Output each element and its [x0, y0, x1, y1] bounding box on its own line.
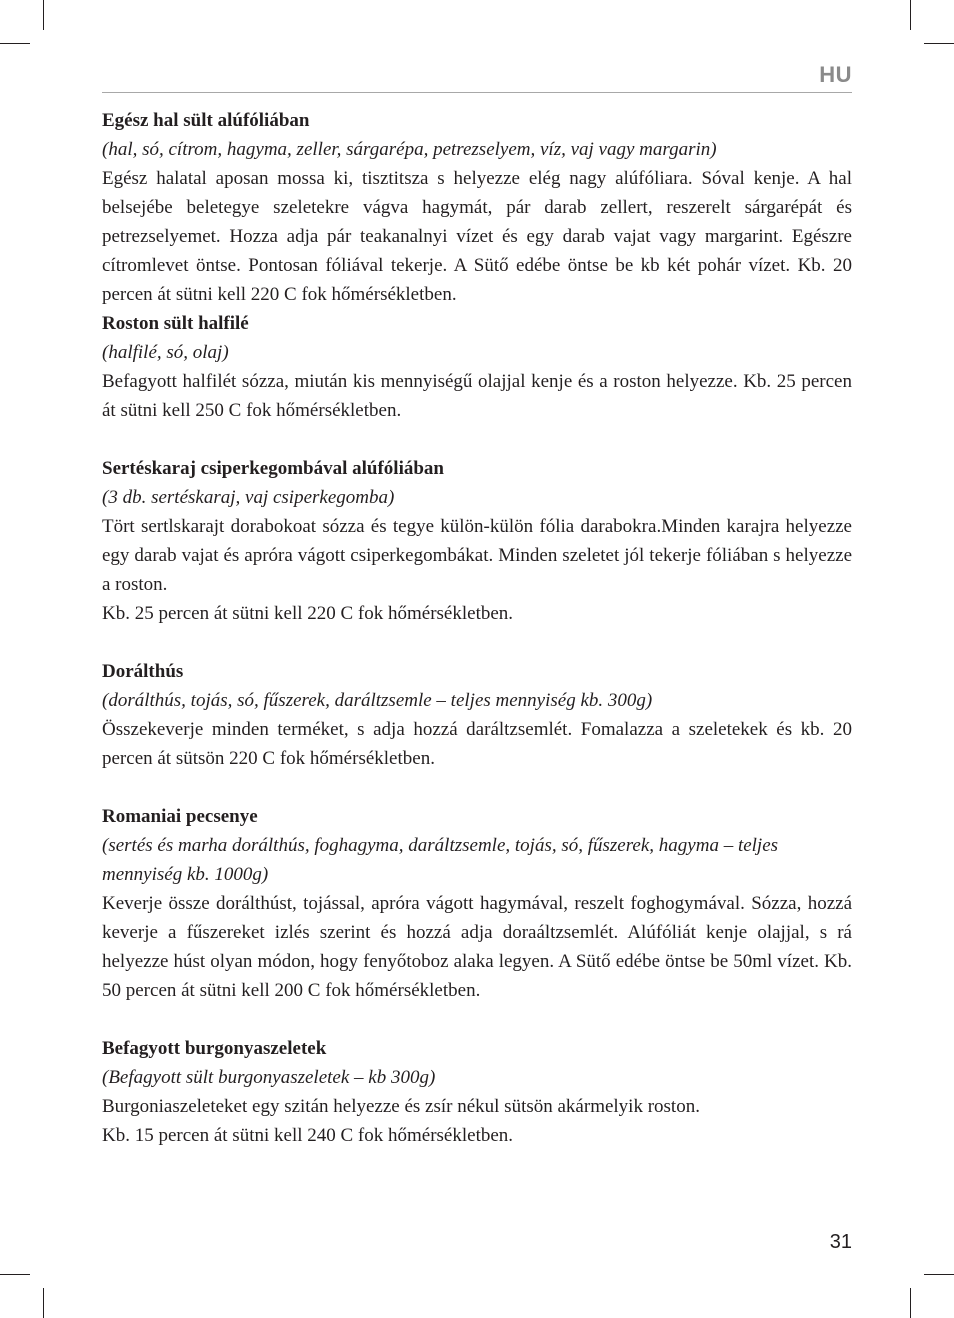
recipe-instructions: Egész halatal aposan mossa ki, tisztitsza s helyezze elég nagy alúfóliara. Sóval kenje. A hal belsejébe beletegye szeletekre vágva hagymát, pár darab zellert, reszerelt sárgarépát és petrezselyemet. Hozza adja pár teakanalnyi vízet és egy darab vajat vagy margarint. Egészre cítromlevet öntse. Pontosan fóliával tekerje. A Sütő edébe öntse be kb két pohár vízet. Kb. 20 percen át sütni kell 220 C fok hőmérsékletben. [102, 168, 852, 305]
recipe-ingredients: (hal, só, cítrom, hagyma, zeller, sárgarépa, petrezselyem, víz, vaj vagy margarin) [102, 139, 717, 160]
recipe-romanian-roast [102, 802, 852, 1005]
recipe-pork-chop [102, 454, 852, 628]
recipe-title: Egész hal sült alúfóliában [102, 110, 310, 131]
recipe-frozen-fries [102, 1034, 852, 1150]
recipe-ingredients: (Befagyott sült burgonyaszeletek – kb 300g) [102, 1067, 436, 1088]
crop-mark [924, 1274, 954, 1275]
crop-mark [0, 43, 30, 44]
recipe-ingredients: (dorálthús, tojás, só, fűszerek, daráltzsemle – teljes mennyiség kb. 300g) [102, 690, 653, 711]
crop-mark [910, 0, 911, 30]
recipe-instructions: Tört sertlskarajt dorabokoat sózza és tegye külön-külön fólia darabokra.Minden karajra helyezze egy darab vajat és apróra vágott csiperkegombákat. Minden szeletet jól tekerje fóliában s helyezze a roston. [102, 516, 852, 595]
crop-mark [0, 1274, 30, 1275]
recipe-baking-time: Kb. 15 percen át sütni kell 240 C fok hőmérsékletben. [102, 1125, 514, 1146]
crop-mark [43, 0, 44, 30]
crop-mark [910, 1288, 911, 1318]
language-label: HU [819, 62, 852, 87]
recipe-ingredients: (halfilé, só, olaj) [102, 342, 229, 363]
recipe-minced-meat [102, 657, 852, 773]
recipe-content [102, 106, 852, 1150]
recipe-title: Roston sült halfilé [102, 313, 249, 334]
recipe-ingredients: (sertés és marha dorálthús, foghagyma, daráltzsemle, tojás, só, fűszerek, hagyma – teljes mennyiség kb. 1000g) [102, 835, 779, 885]
recipe-instructions: Keverje össze dorálthúst, tojással, apróra vágott hagymával, reszelt foghogymával. Sózza, hozzá keverje a fűszereket izlés szerint és hozzá adja doraáltzsemlét. Alúfóliát kenje olajjal, s rá helyezze húst olyan módon, hogy fenyőtoboz alaka legyen. A Sütő edébe öntse be 50ml vízet. Kb. 50 percen át sütni kell 200 C fok hőmérsékletben. [102, 893, 852, 1001]
header-rule [102, 92, 852, 93]
recipe-instructions: Burgoniaszeleteket egy szitán helyezze és zsír nékul sütsön akármelyik roston. [102, 1096, 700, 1117]
recipe-ingredients: (3 db. sertéskaraj, vaj csiperkegomba) [102, 487, 395, 508]
recipe-title: Befagyott burgonyaszeletek [102, 1038, 327, 1059]
recipe-baking-time: Kb. 25 percen át sütni kell 220 C fok hőmérsékletben. [102, 603, 514, 624]
crop-mark [924, 43, 954, 44]
recipe-title: Dorálthús [102, 661, 184, 682]
page-number: 31 [829, 1231, 852, 1253]
recipe-title: Romaniai pecsenye [102, 806, 258, 827]
recipe-whole-fish [102, 106, 852, 309]
recipe-grilled-fillet [102, 309, 852, 425]
recipe-instructions: Befagyott halfilét sózza, miután kis mennyiségű olajjal kenje és a roston helyezze. Kb. 25 percen át sütni kell 250 C fok hőmérsékletben. [102, 371, 852, 421]
recipe-title: Sertéskaraj csiperkegombával alúfóliában [102, 458, 444, 479]
recipe-instructions: Összekeverje minden terméket, s adja hozzá daráltzsemlét. Fomalazza a szeletekek és kb. 20 percen át sütsön 220 C fok hőmérsékletben. [102, 719, 852, 769]
crop-mark [43, 1288, 44, 1318]
